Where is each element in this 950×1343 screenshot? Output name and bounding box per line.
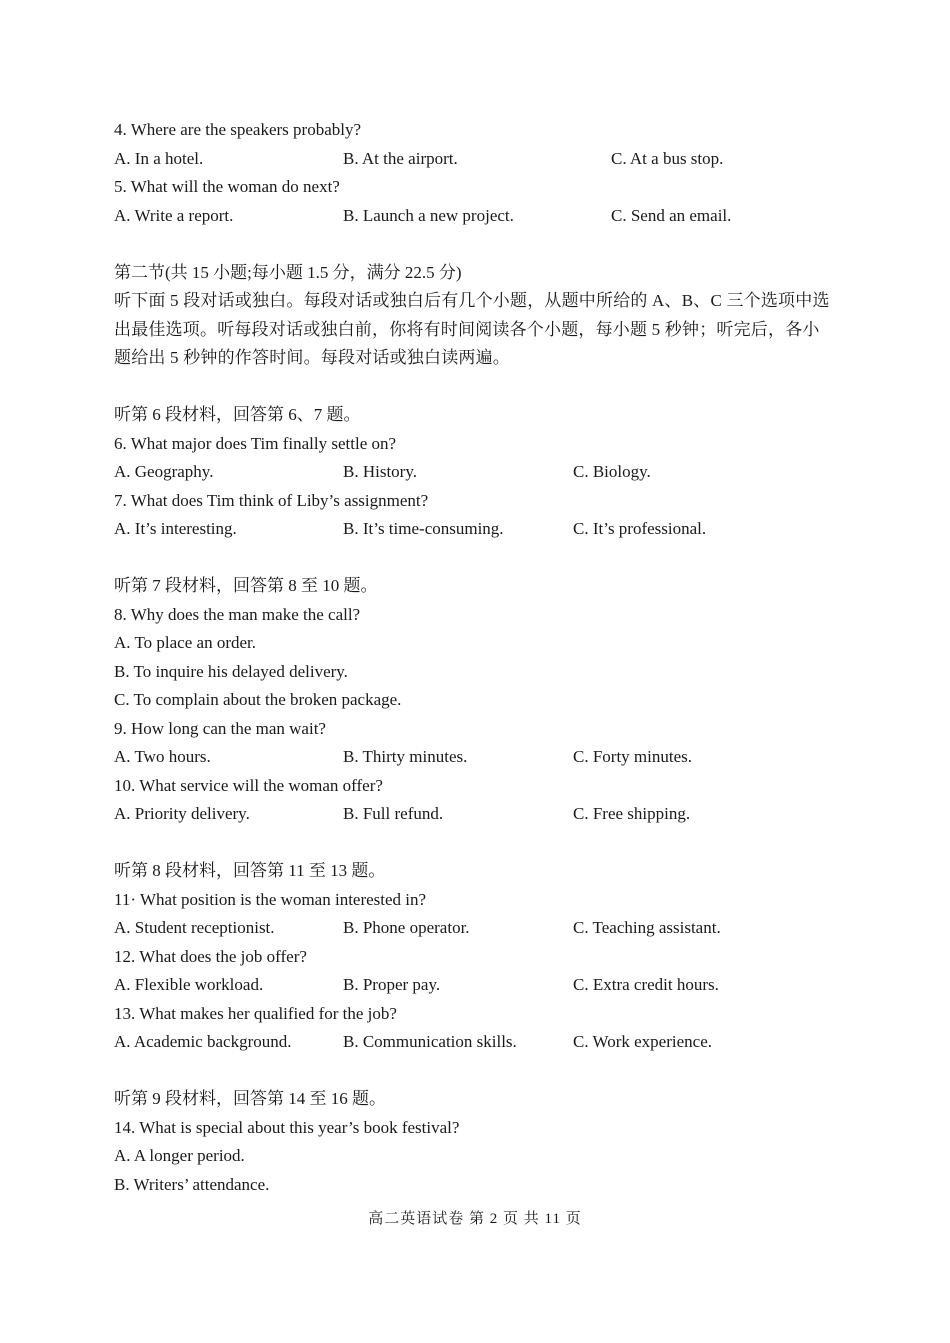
- option-a: A. A longer period.: [114, 1146, 245, 1165]
- question-options: [114, 800, 854, 829]
- option-c: C. Forty minutes.: [573, 747, 693, 766]
- question-stem: 13. What makes her qualified for the job?: [114, 1003, 397, 1023]
- question-stem: 12. What does the job offer?: [114, 946, 307, 966]
- question-stem: 10. What service will the woman offer?: [114, 775, 383, 795]
- option-b: B. To inquire his delayed delivery.: [114, 661, 348, 681]
- spacer: [114, 230, 854, 259]
- option-c: C. To complain about the broken package.: [114, 690, 402, 709]
- option-c: C. Send an email.: [611, 205, 732, 225]
- option-a: A. Flexible workload.: [114, 975, 264, 994]
- option-b: B. Phone operator.: [343, 918, 470, 937]
- option-a: A. It’s interesting.: [114, 519, 237, 538]
- option-b: B. History.: [343, 462, 417, 481]
- spacer: [114, 829, 854, 858]
- question-stem: 9. How long can the man wait?: [114, 718, 326, 738]
- option-b: B. Communication skills.: [343, 1032, 517, 1051]
- spacer: [114, 544, 854, 573]
- question-stem: 6. What major does Tim finally settle on?: [114, 433, 397, 453]
- exam-page: [114, 116, 854, 1199]
- spacer: [114, 1057, 854, 1086]
- question-stem: 14. What is special about this year’s book festival?: [114, 1117, 460, 1137]
- option-c: C. Free shipping.: [573, 804, 691, 823]
- page-footer: 高二英语试卷 第 2 页 共 11 页: [368, 1211, 582, 1227]
- option-b: B. Launch a new project.: [343, 205, 514, 225]
- option-c: C. It’s professional.: [573, 519, 707, 538]
- material-title: 听第 7 段材料，回答第 8 至 10 题。: [114, 576, 378, 595]
- option-c: C. At a bus stop.: [611, 148, 724, 168]
- question-options: [114, 743, 854, 772]
- material-title: 听第 6 段材料，回答第 6、7 题。: [114, 405, 361, 424]
- spacer: [114, 373, 854, 402]
- option-c: C. Extra credit hours.: [573, 975, 719, 994]
- question-options: [114, 914, 854, 943]
- question-stem: 8. Why does the man make the call?: [114, 604, 361, 624]
- option-a: A. Priority delivery.: [114, 804, 250, 823]
- question-options: [114, 1028, 854, 1057]
- option-a: A. Student receptionist.: [114, 918, 275, 937]
- question-stem: 4. Where are the speakers probably?: [114, 120, 362, 139]
- question-stem: 7. What does Tim think of Liby’s assignment?: [114, 490, 429, 510]
- option-a: A. To place an order.: [114, 633, 257, 652]
- material-title: 听第 9 段材料，回答第 14 至 16 题。: [114, 1089, 386, 1108]
- question-stem: 5. What will the woman do next?: [114, 177, 340, 196]
- question-options: [114, 458, 854, 487]
- option-a: A. In a hotel.: [114, 148, 204, 168]
- option-c: C. Biology.: [573, 462, 651, 481]
- option-b: B. It’s time-consuming.: [343, 519, 504, 538]
- option-b: B. At the airport.: [343, 148, 458, 168]
- section-instructions: 听下面 5 段对话或独白。每段对话或独白后有几个小题，从题中所给的 A、B、C 三个选项中选出最佳选项。听每段对话或独白前，你将有时间阅读各个小题，每小题 5 秒钟；听完后，各小题给出 5 秒钟的作答时间。每段对话或独白读两遍。: [114, 291, 830, 367]
- option-a: A. Two hours.: [114, 747, 211, 766]
- question-options: [114, 515, 854, 544]
- option-a: A. Write a report.: [114, 205, 234, 225]
- section-heading: 第二节(共 15 小题;每小题 1.5 分，满分 22.5 分): [114, 262, 462, 282]
- option-a: A. Geography.: [114, 462, 214, 481]
- question-options: [114, 202, 854, 231]
- question-options: [114, 971, 854, 1000]
- material-title: 听第 8 段材料，回答第 11 至 13 题。: [114, 861, 386, 880]
- option-c: C. Work experience.: [573, 1032, 712, 1051]
- option-b: B. Thirty minutes.: [343, 747, 468, 766]
- option-c: C. Teaching assistant.: [573, 918, 721, 937]
- question-options: [114, 145, 854, 174]
- option-b: B. Proper pay.: [343, 975, 441, 994]
- option-b: B. Writers’ attendance.: [114, 1174, 270, 1194]
- option-b: B. Full refund.: [343, 804, 444, 823]
- question-stem: 11· What position is the woman interested in?: [114, 889, 427, 909]
- option-a: A. Academic background.: [114, 1032, 292, 1051]
